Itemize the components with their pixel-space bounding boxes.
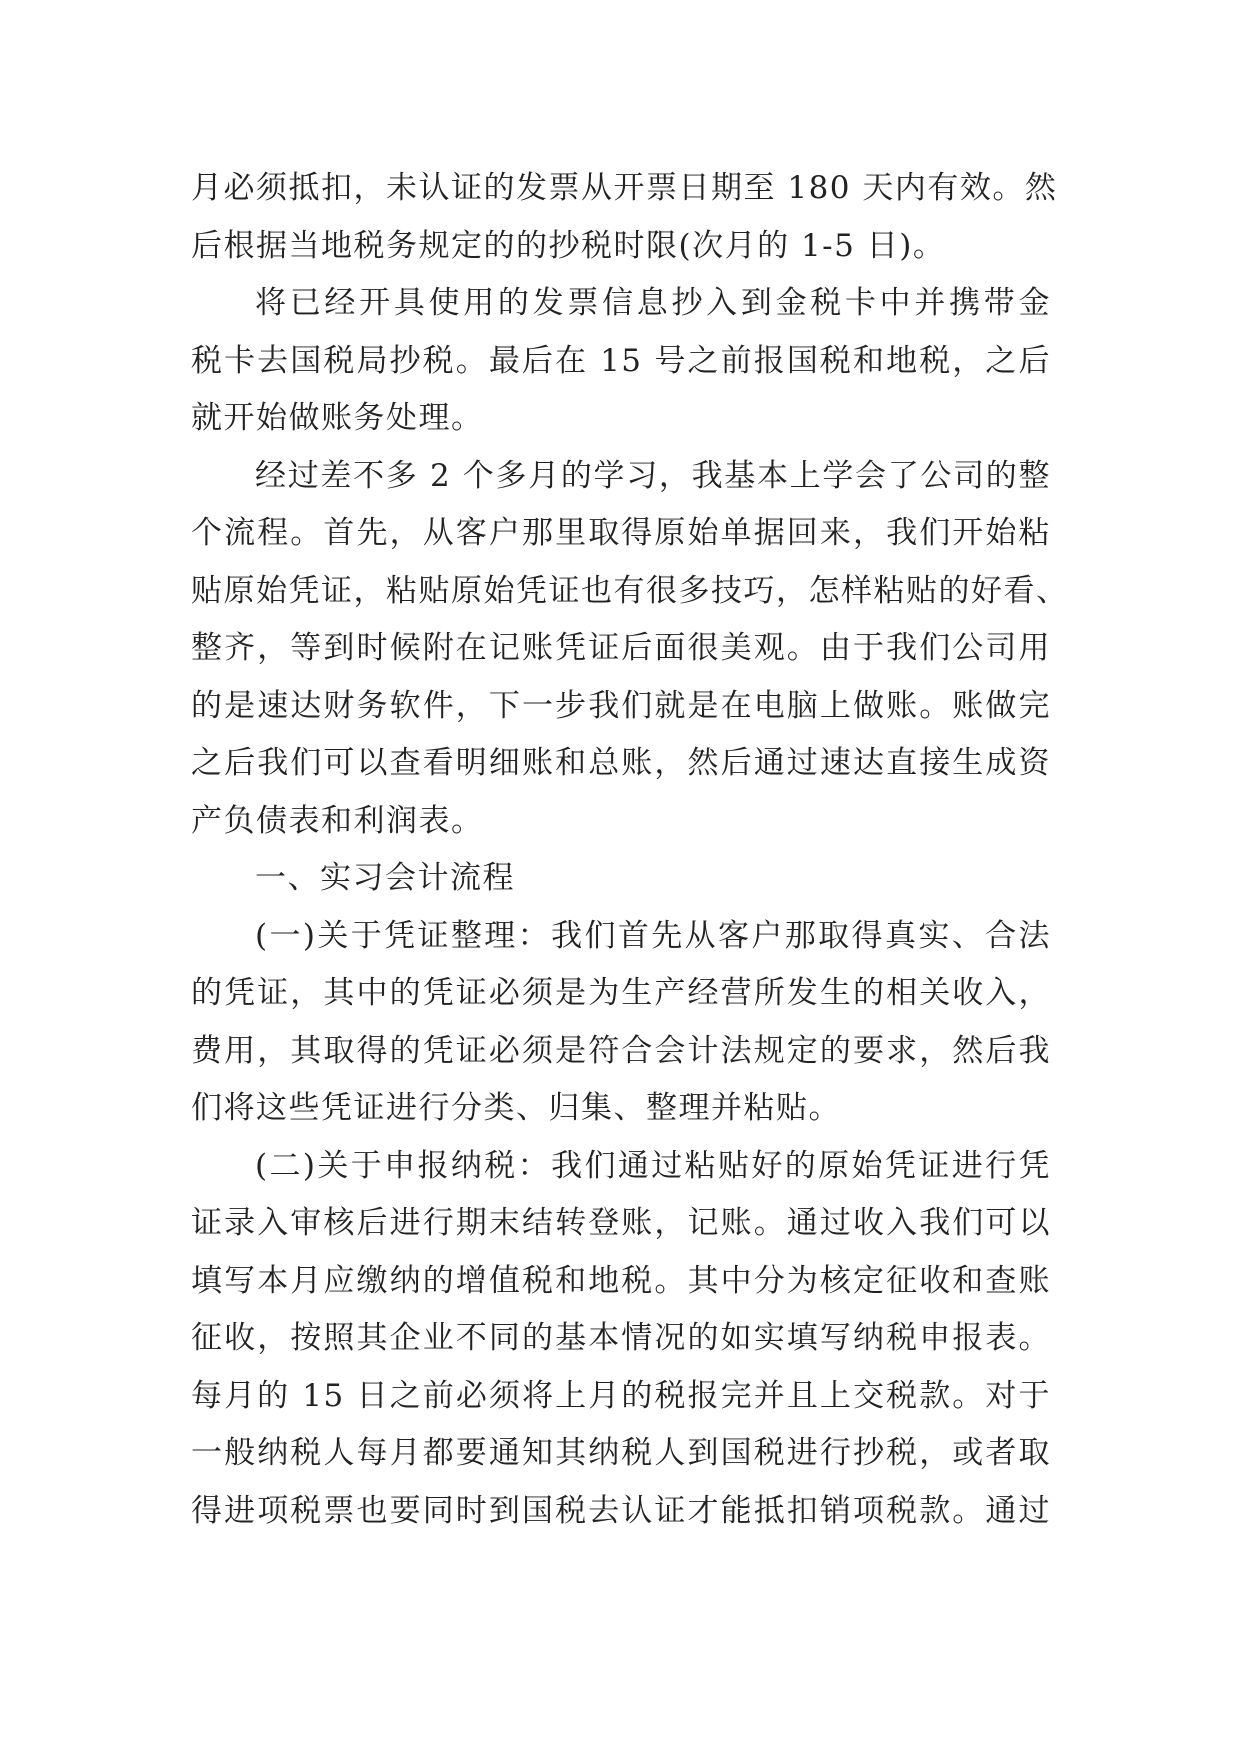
text-line: 的是速达财务软件，下一步我们就是在电脑上做账。账做完 — [191, 687, 1051, 724]
text-line: 每月的 15 日之前必须将上月的税报完并且上交税款。对于 — [191, 1377, 1051, 1414]
text-line: 税卡去国税局抄税。最后在 15 号之前报国税和地税，之后 — [191, 342, 1051, 379]
text-line: 经过差不多 2 个多月的学习，我基本上学会了公司的整 — [255, 457, 1051, 494]
text-line: 证录入审核后进行期末结转登账，记账。通过收入我们可以 — [191, 1205, 1051, 1241]
text-line: 就开始做账务处理。 — [191, 400, 484, 436]
text-line: 贴原始凭证，粘贴原始凭证也有很多技巧，怎样粘贴的好看、 — [191, 572, 1069, 609]
text-line: 之后我们可以查看明细账和总账，然后通过速达直接生成资 — [191, 745, 1051, 781]
text-line: 整齐，等到时候附在记账凭证后面很美观。由于我们公司用 — [191, 630, 1051, 666]
text-line: 将已经开具使用的发票信息抄入到金税卡中并携带金 — [255, 285, 1051, 321]
text-line: 费用，其取得的凭证必须是符合会计法规定的要求，然后我 — [191, 1032, 1051, 1069]
text-line: 征收，按照其企业不同的基本情况的如实填写纳税申报表。 — [191, 1320, 1051, 1356]
text-line: 得进项税票也要同时到国税去认证才能抵扣销项税款。通过 — [191, 1492, 1051, 1529]
text-line: 个流程。首先，从客户那里取得原始单据回来，我们开始粘 — [191, 515, 1051, 551]
text-line: 们将这些凭证进行分类、归集、整理并粘贴。 — [191, 1090, 841, 1126]
text-line: 产负债表和利润表。 — [191, 802, 484, 839]
text-line: (一)关于凭证整理：我们首先从客户那取得真实、合法 — [255, 917, 1051, 954]
text-line: 后根据当地税务规定的的抄税时限(次月的 1-5 日)。 — [191, 227, 946, 264]
text-line: 的凭证，其中的凭证必须是为生产经营所发生的相关收入， — [191, 975, 1051, 1011]
text-line: 填写本月应缴纳的增值税和地税。其中分为核定征收和查账 — [191, 1262, 1051, 1299]
body-text — [191, 160, 1069, 1540]
text-line: 一、实习会计流程 — [255, 860, 515, 896]
text-line: (二)关于申报纳税：我们通过粘贴好的原始凭证进行凭 — [255, 1147, 1051, 1184]
text-line: 一般纳税人每月都要通知其纳税人到国税进行抄税，或者取 — [191, 1435, 1051, 1471]
text-line: 月必须抵扣，未认证的发票从开票日期至 180 天内有效。然 — [191, 170, 1058, 206]
